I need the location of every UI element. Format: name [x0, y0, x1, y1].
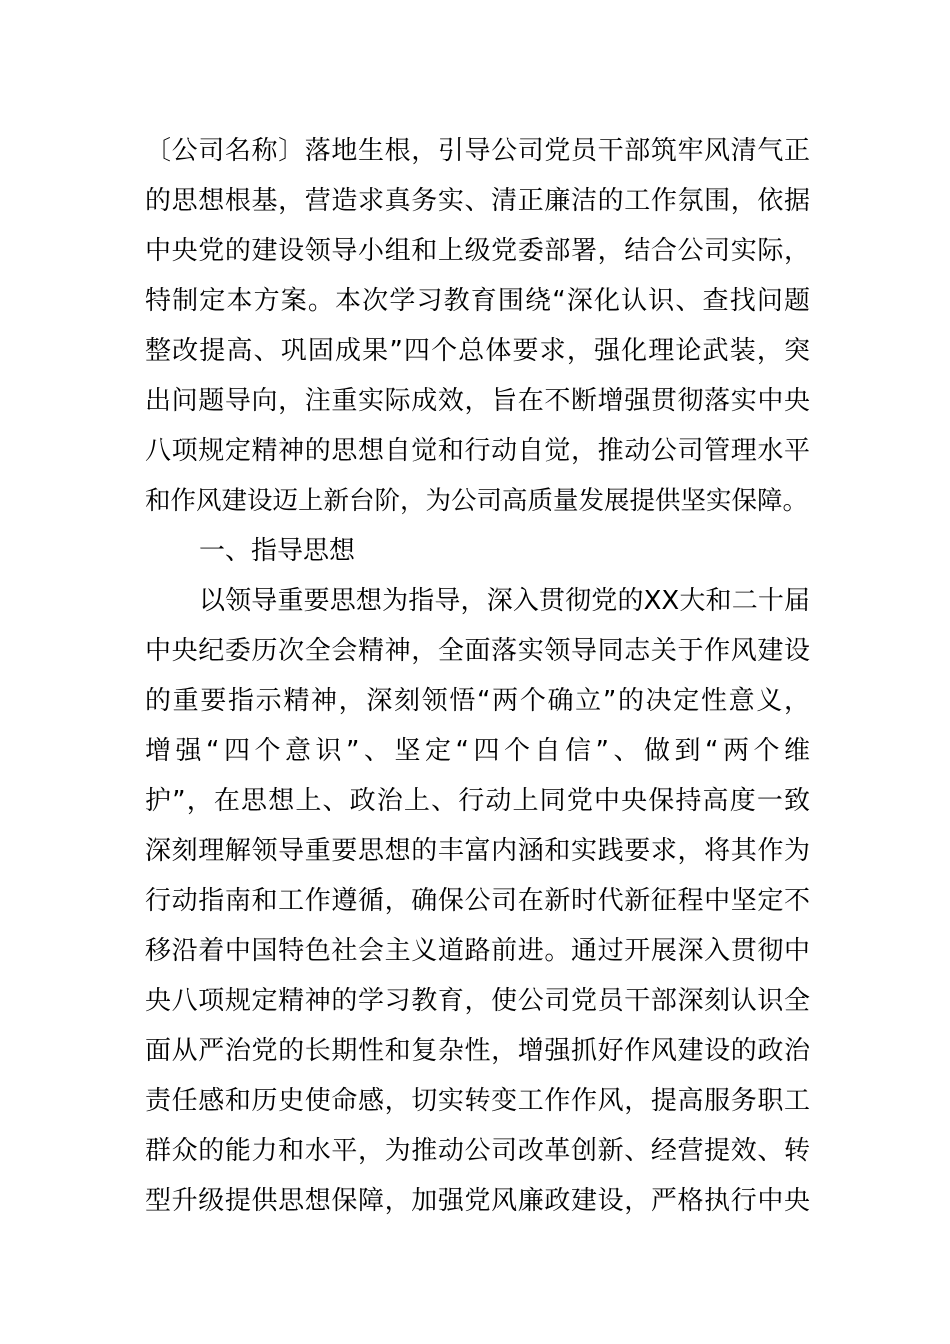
body-line-5: 护”，在思想上、政治上、行动上同党中央保持高度一致	[145, 786, 810, 816]
body-line-8: 移沿着中国特色社会主义道路前进。通过开展深入贯彻中	[145, 936, 810, 966]
body-line-12: 群众的能力和水平，为推动公司改革创新、经营提效、转	[145, 1136, 810, 1166]
intro-line-1: 〔公司名称〕落地生根，引导公司党员干部筑牢风清气正	[145, 136, 810, 166]
section-heading: 一、指导思想	[199, 536, 356, 566]
intro-line-3: 中央党的建设领导小组和上级党委部署，结合公司实际，	[145, 236, 810, 266]
body-line-10: 面从严治党的长期性和复杂性，增强抓好作风建设的政治	[145, 1036, 810, 1066]
body-line-9: 央八项规定精神的学习教育，使公司党员干部深刻认识全	[145, 986, 810, 1016]
body-line-6: 深刻理解领导重要思想的丰富内涵和实践要求，将其作为	[145, 836, 810, 866]
body-line-7: 行动指南和工作遵循，确保公司在新时代新征程中坚定不	[145, 886, 810, 916]
intro-line-7: 八项规定精神的思想自觉和行动自觉，推动公司管理水平	[145, 436, 810, 466]
body-line-13: 型升级提供思想保障，加强党风廉政建设，严格执行中央	[145, 1186, 810, 1216]
intro-line-4: 特制定本方案。本次学习教育围绕“深化认识、查找问题	[145, 286, 810, 316]
body-line-1: 以领导重要思想为指导，深入贯彻党的XX大和二十届	[199, 586, 810, 616]
body-line-2: 中央纪委历次全会精神，全面落实领导同志关于作风建设	[145, 636, 810, 666]
intro-line-5: 整改提高、巩固成果”四个总体要求，强化理论武装，突	[145, 336, 810, 366]
intro-line-8: 和作风建设迈上新台阶，为公司高质量发展提供坚实保障。	[145, 486, 809, 516]
intro-line-6: 出问题导向，注重实际成效，旨在不断增强贯彻落实中央	[145, 386, 810, 416]
body-line-11: 责任感和历史使命感，切实转变工作作风，提高服务职工	[145, 1086, 810, 1116]
body-line-3: 的重要指示精神，深刻领悟“两个确立”的决定性意义，	[145, 686, 810, 716]
intro-line-2: 的思想根基，营造求真务实、清正廉洁的工作氛围，依据	[145, 186, 810, 216]
body-line-4: 增强“四个意识”、坚定“四个自信”、做到“两个维	[145, 736, 810, 766]
